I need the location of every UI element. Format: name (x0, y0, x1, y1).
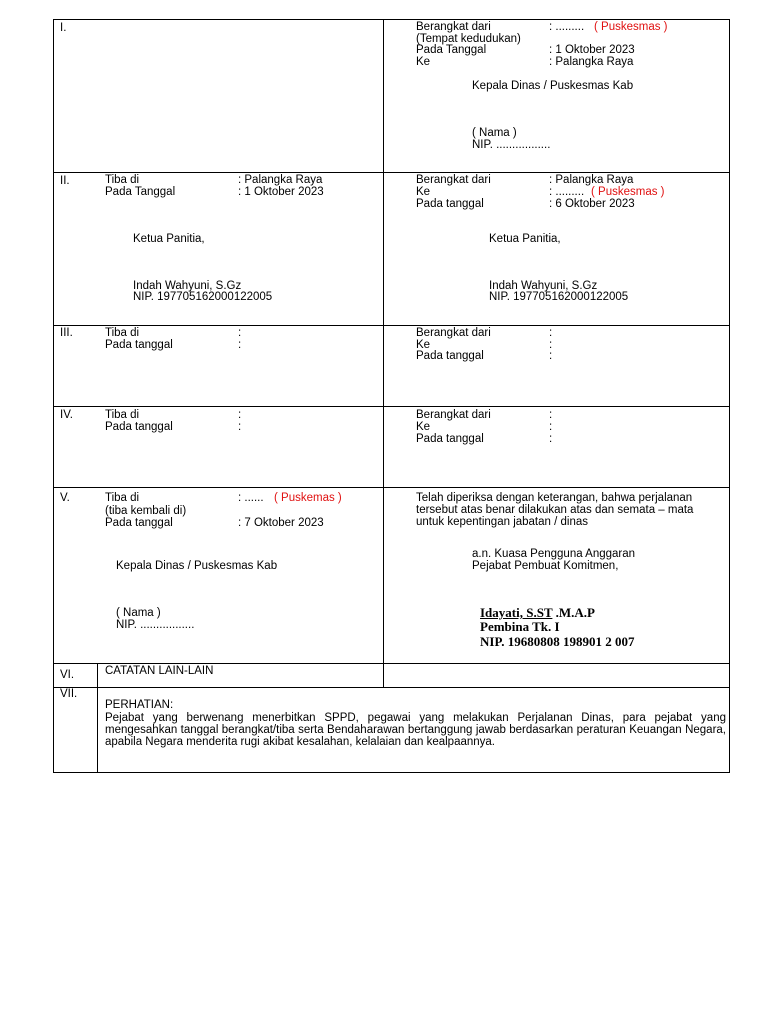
tiba-di-colon: : (238, 409, 242, 421)
pada-tanggal-label: Pada tanggal (105, 421, 173, 433)
table-divider-vertical (383, 19, 384, 688)
tiba-kembali-note: (tiba kembali di) (105, 505, 187, 517)
signer-title: Ketua Panitia, (489, 233, 561, 245)
catatan-lain-label: CATATAN LAIN-LAIN (105, 665, 214, 677)
signer-nip-placeholder: NIP. ................. (472, 139, 551, 151)
berangkat-dari-place: ( Puskesmas ) (594, 21, 668, 33)
berangkat-dari-colon: : (549, 409, 553, 421)
perhatian-heading: PERHATIAN: (105, 699, 174, 711)
pada-tanggal-colon: : (238, 421, 242, 433)
ke-colon: : (549, 421, 553, 433)
berangkat-dari-colon: : (549, 327, 553, 339)
row-number: V. (60, 492, 70, 504)
tempat-kedudukan-note: (Tempat kedudukan) (416, 33, 521, 45)
table-divider-number-column (97, 663, 98, 773)
tiba-di-value: : Palangka Raya (238, 174, 323, 186)
kpa-line: a.n. Kuasa Pengguna Anggaran (472, 548, 636, 560)
table-border-left (53, 19, 54, 773)
verification-statement-line: tersebut atas benar dilakukan atas dan semata – mata (416, 504, 694, 516)
row-number: IV. (60, 409, 74, 421)
row-number: I. (60, 22, 67, 34)
ke-label: Ke (416, 421, 431, 433)
official-name: Idayati, S.ST (480, 605, 553, 620)
pada-tanggal-value: : 1 Oktober 2023 (549, 44, 635, 56)
tiba-di-colon: : (238, 327, 242, 339)
row-separator (53, 687, 730, 688)
berangkat-dari-label: Berangkat dari (416, 327, 491, 339)
berangkat-dari-label: Berangkat dari (416, 174, 491, 186)
perhatian-body: Pejabat yang berwenang menerbitkan SPPD, pegawai yang melakukan Perjalanan Dinas, para pejabat yang mengesahkan tanggal berangkat/tiba serta Bendaharawan bertanggung jawab berdasarkan peraturan Keuangan Negara, apabila Negara menderita rugi akibat kesalahan, kelalaian dan kealpaannya. (105, 712, 726, 748)
official-nip: NIP. 19680808 198901 2 007 (480, 634, 635, 649)
berangkat-dari-value: : Palangka Raya (549, 174, 634, 186)
signer-nip: NIP. 197705162000122005 (133, 291, 273, 303)
pada-tanggal-value: : 6 Oktober 2023 (549, 198, 635, 210)
tiba-di-label: Tiba di (105, 327, 140, 339)
signer-nip-placeholder: NIP. ................. (116, 619, 195, 631)
row-number: VI. (60, 669, 75, 681)
berangkat-dari-label: Berangkat dari (416, 409, 491, 421)
official-name-line (480, 607, 595, 619)
official-degree: .M.A.P (552, 605, 595, 620)
berangkat-dari-value: : ......... (549, 21, 585, 33)
tiba-di-label: Tiba di (105, 174, 140, 186)
ke-colon: : (549, 339, 553, 351)
ke-value: : Palangka Raya (549, 56, 634, 68)
pada-tanggal-label: Pada tanggal (105, 339, 173, 351)
pada-tanggal-value: : 1 Oktober 2023 (238, 186, 324, 198)
row-separator (53, 663, 730, 664)
ke-label: Ke (416, 56, 431, 68)
berangkat-dari-label: Berangkat dari (416, 21, 491, 33)
table-border-bottom (53, 772, 730, 773)
table-border-top (53, 19, 730, 20)
pada-tanggal-colon: : (549, 350, 553, 362)
signer-name-placeholder: ( Nama ) (116, 607, 161, 619)
tiba-di-label: Tiba di (105, 409, 140, 421)
ke-value: : ......... (549, 186, 585, 198)
signer-title: Kepala Dinas / Puskesmas Kab (472, 80, 634, 92)
pada-tanggal-value: : 7 Oktober 2023 (238, 517, 324, 529)
pada-tanggal-label: Pada Tanggal (105, 186, 176, 198)
signer-nip: NIP. 197705162000122005 (489, 291, 629, 303)
ppk-line: Pejabat Pembuat Komitmen, (472, 560, 619, 572)
pada-tanggal-label: Pada tanggal (416, 350, 484, 362)
tiba-di-label: Tiba di (105, 492, 140, 504)
pada-tanggal-label: Pada tanggal (105, 517, 173, 529)
pada-tanggal-colon: : (238, 339, 242, 351)
row-number: III. (60, 327, 73, 339)
verification-statement-line: untuk kepentingan jabatan / dinas (416, 516, 588, 528)
signer-title: Ketua Panitia, (133, 233, 205, 245)
table-border-right (729, 19, 730, 773)
row-number: II. (60, 175, 70, 187)
verification-statement-line: Telah diperiksa dengan keterangan, bahwa perjalanan (416, 492, 693, 504)
signer-name-placeholder: ( Nama ) (472, 127, 517, 139)
pada-tanggal-label: Pada tanggal (416, 198, 484, 210)
pada-tanggal-label: Pada tanggal (416, 433, 484, 445)
row-separator (53, 325, 730, 326)
signer-name: Indah Wahyuni, S.Gz (133, 280, 242, 292)
ke-place: ( Puskesmas ) (591, 186, 665, 198)
ke-label: Ke (416, 186, 431, 198)
official-rank: Pembina Tk. I (480, 619, 560, 634)
signer-title: Kepala Dinas / Puskesmas Kab (116, 560, 278, 572)
tiba-di-value: : ...... (238, 492, 264, 504)
row-separator (53, 406, 730, 407)
pada-tanggal-colon: : (549, 433, 553, 445)
tiba-di-place: ( Puskemas ) (274, 492, 342, 504)
ke-label: Ke (416, 339, 431, 351)
signer-name: Indah Wahyuni, S.Gz (489, 280, 598, 292)
pada-tanggal-label: Pada Tanggal (416, 44, 487, 56)
row-number: VII. (60, 688, 78, 700)
row-separator (53, 487, 730, 488)
row-separator (53, 172, 730, 173)
